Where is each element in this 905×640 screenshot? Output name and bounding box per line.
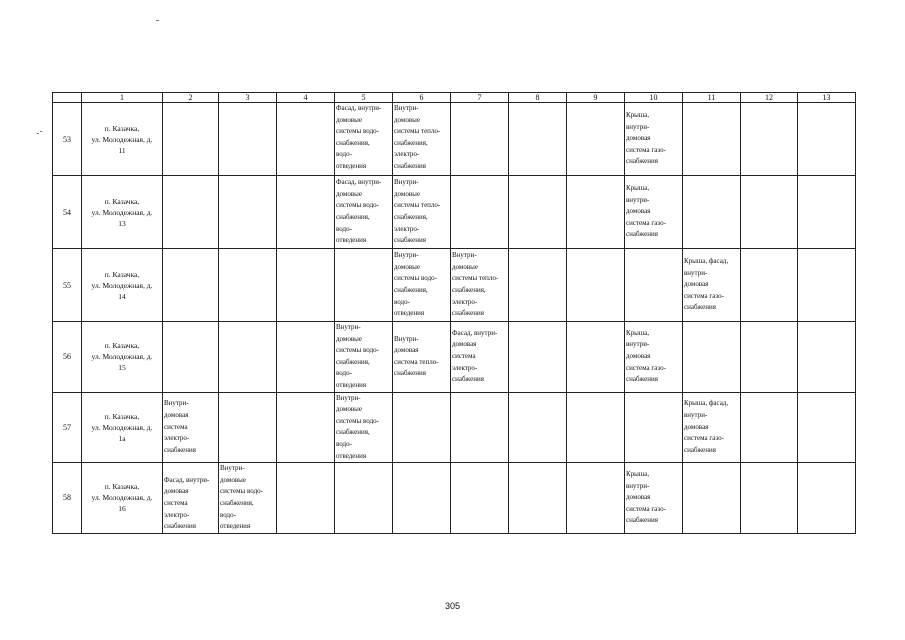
table-cell (798, 103, 856, 176)
table-cell (798, 463, 856, 534)
header-cell: 5 (335, 93, 393, 103)
table-cell (451, 103, 509, 176)
table-cell (567, 103, 625, 176)
header-cell: 6 (393, 93, 451, 103)
header-cell: 4 (277, 93, 335, 103)
row-address: п. Казачка, ул. Молодежная, д. 14 (82, 249, 163, 322)
table-cell (567, 322, 625, 393)
page-number: 305 (444, 601, 461, 611)
row-number: 54 (53, 176, 82, 249)
table-cell (567, 463, 625, 534)
work-cell: Внутри- домовые системы тепло- снабжения, электро- снабжения (393, 103, 451, 176)
table-cell (163, 322, 219, 393)
work-cell: Внутри- домовые системы водо- снабжения, водо- отведения (335, 392, 393, 463)
table-cell (683, 322, 741, 393)
row-address: п. Казачка, ул. Молодежная, д. 15 (82, 322, 163, 393)
table-cell (625, 249, 683, 322)
work-cell: Крыша, внутри- домовая система газо- снабжения (625, 103, 683, 176)
header-cell: 2 (163, 93, 219, 103)
work-cell: Фасад, внутри- домовая система электро- снабжения (451, 322, 509, 393)
work-cell: Фасад, внутри- домовые системы водо- снабжения, водо- отведения (335, 176, 393, 249)
header-cell: 11 (683, 93, 741, 103)
row-number: 56 (53, 322, 82, 393)
table-cell (335, 463, 393, 534)
work-cell: Внутри- домовые системы тепло- снабжения, электро- снабжения (393, 176, 451, 249)
work-cell: Внутри- домовые системы водо- снабжения, водо- отведения (219, 463, 277, 534)
row-address: п. Казачка, ул. Молодежная, д. 1а (82, 392, 163, 463)
table-cell (741, 463, 798, 534)
table-cell (683, 463, 741, 534)
table-cell (509, 463, 567, 534)
row-address: п. Казачка, ул. Молодежная, д. 16 (82, 463, 163, 534)
table-cell (277, 176, 335, 249)
table-cell (277, 392, 335, 463)
table-cell (393, 392, 451, 463)
table-cell (163, 103, 219, 176)
table-row (53, 176, 856, 249)
table-cell (741, 322, 798, 393)
table-cell (683, 176, 741, 249)
table-cell (219, 249, 277, 322)
row-number: 53 (53, 103, 82, 176)
table-cell (335, 249, 393, 322)
header-cell: 1 (82, 93, 163, 103)
table-cell (451, 176, 509, 249)
header-cell: 8 (509, 93, 567, 103)
header-cell: 7 (451, 93, 509, 103)
table-cell (509, 176, 567, 249)
table-cell (393, 463, 451, 534)
table-cell (163, 176, 219, 249)
work-cell: Крыша, внутри- домовая система газо- снабжения (625, 322, 683, 393)
table-cell (277, 463, 335, 534)
header-cell: 9 (567, 93, 625, 103)
table-cell (798, 322, 856, 393)
table-cell (798, 392, 856, 463)
table-cell (567, 249, 625, 322)
table-row (53, 322, 856, 393)
table-row (53, 463, 856, 534)
work-cell: Фасад, внутри- домовые системы водо- снабжения, водо- отведения (335, 103, 393, 176)
table-cell (219, 176, 277, 249)
table-cell (741, 392, 798, 463)
table-cell (277, 249, 335, 322)
table-cell (451, 463, 509, 534)
work-cell: Крыша, внутри- домовая система газо- снабжения (625, 463, 683, 534)
table-cell (567, 392, 625, 463)
table-cell (219, 322, 277, 393)
header-row (53, 93, 856, 103)
table-cell (509, 392, 567, 463)
header-cell: 13 (798, 93, 856, 103)
row-number: 57 (53, 392, 82, 463)
table-cell (683, 103, 741, 176)
table-cell (509, 322, 567, 393)
table-cell (277, 322, 335, 393)
table-cell (451, 392, 509, 463)
table-cell (163, 249, 219, 322)
work-cell: Внутри- домовая система тепло- снабжения (393, 322, 451, 393)
work-cell: Внутри- домовая система электро- снабжения (163, 392, 219, 463)
header-cell-num (53, 93, 82, 103)
table-cell (509, 103, 567, 176)
work-cell: Внутри- домовые системы тепло- снабжения, электро- снабжения (451, 249, 509, 322)
table-cell (798, 176, 856, 249)
work-cell: Фасад, внутри- домовая система электро- снабжения (163, 463, 219, 534)
table-cell (625, 392, 683, 463)
table-row (53, 249, 856, 322)
table-cell (798, 249, 856, 322)
table-cell (741, 176, 798, 249)
scan-speck (37, 133, 39, 134)
scan-speck (156, 20, 159, 21)
work-cell: Крыша, внутри- домовая система газо- снабжения (625, 176, 683, 249)
header-cell: 10 (625, 93, 683, 103)
table-cell (509, 249, 567, 322)
table-cell (277, 103, 335, 176)
header-cell: 12 (741, 93, 798, 103)
work-cell: Внутри- домовые системы водо- снабжения, водо- отведения (393, 249, 451, 322)
work-cell: Внутри- домовые системы водо- снабжения, водо- отведения (335, 322, 393, 393)
row-number: 58 (53, 463, 82, 534)
row-address: п. Казачка, ул. Молодежная, д. 11 (82, 103, 163, 176)
table-cell (219, 392, 277, 463)
table-cell (567, 176, 625, 249)
row-address: п. Казачка, ул. Молодежная, д. 13 (82, 176, 163, 249)
repair-schedule-table (52, 92, 856, 534)
header-cell: 3 (219, 93, 277, 103)
table-cell (741, 249, 798, 322)
table-row (53, 392, 856, 463)
work-cell: Крыша, фасад, внутри- домовая система газо- снабжения (683, 392, 741, 463)
table-cell (741, 103, 798, 176)
scan-speck (40, 131, 42, 132)
table-cell (219, 103, 277, 176)
table-row (53, 103, 856, 176)
work-cell: Крыша, фасад, внутри- домовая система газо- снабжения (683, 249, 741, 322)
row-number: 55 (53, 249, 82, 322)
